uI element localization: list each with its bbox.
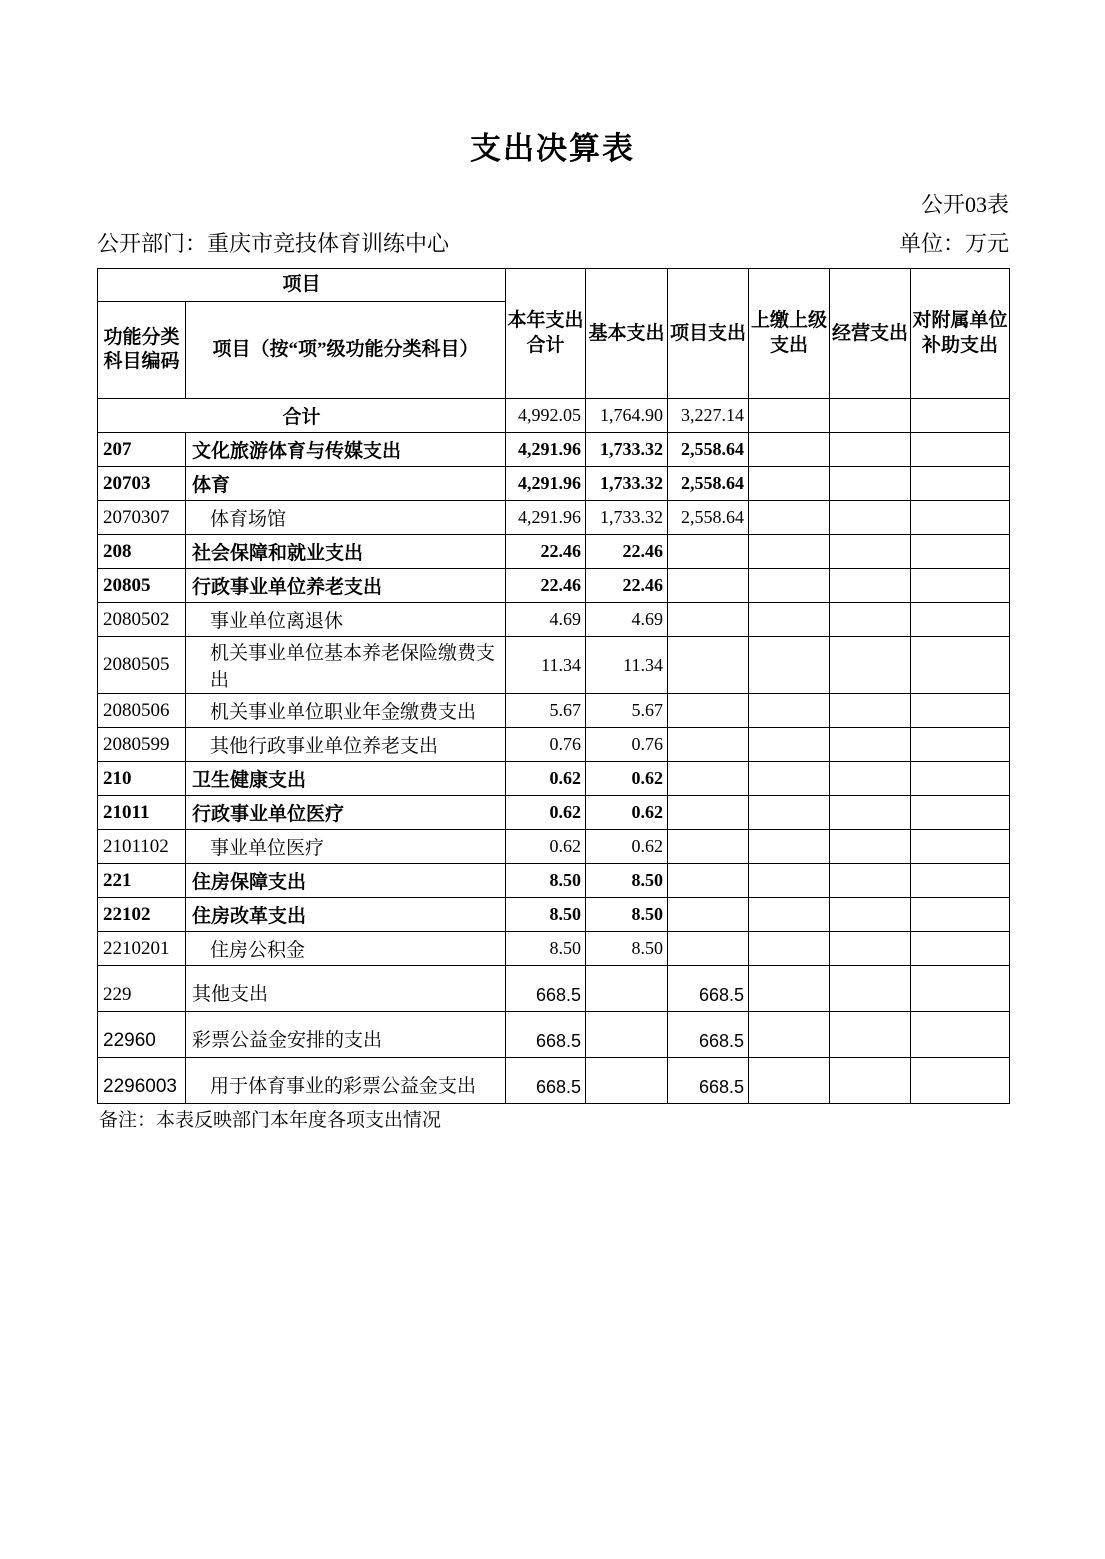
- item-name-cell: 其他支出: [186, 966, 506, 1012]
- value-cell-basic: 8.50: [586, 932, 668, 966]
- value-cell-operating: [830, 966, 911, 1012]
- value-cell-upper: [749, 966, 830, 1012]
- value-cell-total: 4,992.05: [506, 399, 586, 433]
- table-row: [98, 864, 1010, 898]
- value-cell-basic: 0.62: [586, 830, 668, 864]
- value-cell-total: 0.62: [506, 830, 586, 864]
- value-cell-upper: [749, 1012, 830, 1058]
- header-function-code: 功能分类科目编码: [98, 302, 186, 399]
- value-cell-upper: [749, 433, 830, 467]
- table-row: [98, 467, 1010, 501]
- value-cell-upper: [749, 762, 830, 796]
- value-cell-basic: 8.50: [586, 864, 668, 898]
- table-row: [98, 1012, 1010, 1058]
- function-code-cell: 229: [98, 966, 186, 1012]
- value-cell-subsidy: [911, 966, 1010, 1012]
- value-cell-total: 5.67: [506, 694, 586, 728]
- value-cell-total: 0.62: [506, 796, 586, 830]
- value-cell-upper: [749, 603, 830, 637]
- value-cell-project: [668, 796, 749, 830]
- value-cell-upper: [749, 864, 830, 898]
- form-code-label: 公开03表: [920, 192, 1009, 218]
- value-cell-total: 4,291.96: [506, 501, 586, 535]
- page-title: 支出决算表: [470, 131, 635, 166]
- value-cell-operating: [830, 762, 911, 796]
- value-cell-operating: [830, 796, 911, 830]
- value-cell-basic: 1,733.32: [586, 433, 668, 467]
- function-code-cell: 20703: [98, 467, 186, 501]
- value-cell-operating: [830, 637, 911, 694]
- value-cell-total: 0.76: [506, 728, 586, 762]
- function-code-cell: 2210201: [98, 932, 186, 966]
- document-page: [0, 130, 1105, 1134]
- value-cell-subsidy: [911, 603, 1010, 637]
- summary-label-cell: 合计: [98, 399, 506, 433]
- value-cell-operating: [830, 694, 911, 728]
- header-subsidy-to-affiliates: 对附属单位补助支出: [911, 269, 1010, 399]
- value-cell-operating: [830, 1058, 911, 1104]
- value-cell-upper: [749, 467, 830, 501]
- function-code-cell: 22102: [98, 898, 186, 932]
- value-cell-subsidy: [911, 694, 1010, 728]
- department-label: 公开部门：重庆市竞技体育训练中心: [97, 230, 450, 256]
- table-row: [98, 399, 1010, 433]
- value-cell-subsidy: [911, 1058, 1010, 1104]
- value-cell-project: [668, 864, 749, 898]
- table-row: [98, 728, 1010, 762]
- item-name-cell: 住房保障支出: [186, 864, 506, 898]
- table-row: [98, 535, 1010, 569]
- footnote: 备注：本表反映部门本年度各项支出情况: [99, 1110, 442, 1132]
- value-cell-operating: [830, 728, 911, 762]
- value-cell-operating: [830, 501, 911, 535]
- function-code-cell: 2070307: [98, 501, 186, 535]
- value-cell-upper: [749, 637, 830, 694]
- item-name-cell: 住房公积金: [186, 932, 506, 966]
- value-cell-basic: 8.50: [586, 898, 668, 932]
- unit-label: 单位：万元: [898, 230, 1009, 256]
- value-cell-basic: [586, 1058, 668, 1104]
- header-item-group: 项目: [98, 269, 506, 302]
- item-name-cell: 体育: [186, 467, 506, 501]
- table-row: [98, 569, 1010, 603]
- item-name-cell: 彩票公益金安排的支出: [186, 1012, 506, 1058]
- value-cell-upper: [749, 569, 830, 603]
- item-name-cell: 行政事业单位养老支出: [186, 569, 506, 603]
- value-cell-subsidy: [911, 864, 1010, 898]
- value-cell-operating: [830, 535, 911, 569]
- value-cell-project: [668, 569, 749, 603]
- value-cell-project: 3,227.14: [668, 399, 749, 433]
- value-cell-basic: [586, 1012, 668, 1058]
- value-cell-project: [668, 637, 749, 694]
- value-cell-total: 8.50: [506, 864, 586, 898]
- header-item-by-class: 项目（按“项”级功能分类科目）: [186, 302, 506, 399]
- value-cell-total: 0.62: [506, 762, 586, 796]
- value-cell-operating: [830, 1012, 911, 1058]
- item-name-cell: 体育场馆: [186, 501, 506, 535]
- value-cell-upper: [749, 898, 830, 932]
- value-cell-operating: [830, 399, 911, 433]
- value-cell-basic: 0.62: [586, 796, 668, 830]
- value-cell-upper: [749, 796, 830, 830]
- value-cell-basic: 5.67: [586, 694, 668, 728]
- value-cell-operating: [830, 830, 911, 864]
- function-code-cell: 2296003: [98, 1058, 186, 1104]
- value-cell-total: 22.46: [506, 535, 586, 569]
- value-cell-upper: [749, 1058, 830, 1104]
- value-cell-project: 668.5: [668, 966, 749, 1012]
- function-code-cell: 207: [98, 433, 186, 467]
- table-row: [98, 433, 1010, 467]
- value-cell-total: 22.46: [506, 569, 586, 603]
- value-cell-project: [668, 728, 749, 762]
- value-cell-subsidy: [911, 501, 1010, 535]
- value-cell-subsidy: [911, 796, 1010, 830]
- value-cell-total: 8.50: [506, 898, 586, 932]
- function-code-cell: 208: [98, 535, 186, 569]
- value-cell-basic: 0.76: [586, 728, 668, 762]
- value-cell-project: 2,558.64: [668, 433, 749, 467]
- value-cell-upper: [749, 501, 830, 535]
- function-code-cell: 2080506: [98, 694, 186, 728]
- value-cell-total: 4,291.96: [506, 433, 586, 467]
- value-cell-basic: [586, 966, 668, 1012]
- value-cell-project: [668, 694, 749, 728]
- value-cell-operating: [830, 467, 911, 501]
- value-cell-basic: 22.46: [586, 535, 668, 569]
- table-row: [98, 762, 1010, 796]
- value-cell-subsidy: [911, 762, 1010, 796]
- value-cell-upper: [749, 535, 830, 569]
- value-cell-total: 4.69: [506, 603, 586, 637]
- value-cell-basic: 1,733.32: [586, 467, 668, 501]
- value-cell-subsidy: [911, 1012, 1010, 1058]
- function-code-cell: 2101102: [98, 830, 186, 864]
- expenditure-table: [97, 268, 1010, 1104]
- function-code-cell: 2080505: [98, 637, 186, 694]
- value-cell-subsidy: [911, 637, 1010, 694]
- value-cell-total: 11.34: [506, 637, 586, 694]
- value-cell-total: 4,291.96: [506, 467, 586, 501]
- function-code-cell: 2080502: [98, 603, 186, 637]
- value-cell-project: [668, 762, 749, 796]
- function-code-cell: 21011: [98, 796, 186, 830]
- function-code-cell: 22960: [98, 1012, 186, 1058]
- value-cell-project: [668, 830, 749, 864]
- value-cell-total: 668.5: [506, 1012, 586, 1058]
- table-row: [98, 637, 1010, 694]
- value-cell-total: 668.5: [506, 1058, 586, 1104]
- value-cell-operating: [830, 603, 911, 637]
- value-cell-basic: 4.69: [586, 603, 668, 637]
- item-name-cell: 其他行政事业单位养老支出: [186, 728, 506, 762]
- header-upper-level-payment: 上缴上级支出: [749, 269, 830, 399]
- item-name-cell: 用于体育事业的彩票公益金支出: [186, 1058, 506, 1104]
- value-cell-project: 2,558.64: [668, 467, 749, 501]
- value-cell-basic: 1,733.32: [586, 501, 668, 535]
- value-cell-subsidy: [911, 399, 1010, 433]
- item-name-cell: 社会保障和就业支出: [186, 535, 506, 569]
- value-cell-subsidy: [911, 932, 1010, 966]
- header-total-expenditure: 本年支出合计: [506, 269, 586, 399]
- value-cell-project: 668.5: [668, 1058, 749, 1104]
- value-cell-upper: [749, 932, 830, 966]
- value-cell-project: [668, 932, 749, 966]
- table-header-row-1: [98, 269, 1010, 302]
- value-cell-upper: [749, 728, 830, 762]
- item-name-cell: 事业单位医疗: [186, 830, 506, 864]
- item-name-cell: 机关事业单位职业年金缴费支出: [186, 694, 506, 728]
- value-cell-upper: [749, 694, 830, 728]
- value-cell-subsidy: [911, 830, 1010, 864]
- value-cell-basic: 22.46: [586, 569, 668, 603]
- item-name-cell: 机关事业单位基本养老保险缴费支出: [186, 637, 506, 694]
- value-cell-project: 668.5: [668, 1012, 749, 1058]
- function-code-cell: 2080599: [98, 728, 186, 762]
- header-basic-expenditure: 基本支出: [586, 269, 668, 399]
- meta-row: [97, 230, 1009, 259]
- value-cell-operating: [830, 433, 911, 467]
- value-cell-subsidy: [911, 535, 1010, 569]
- item-name-cell: 事业单位离退休: [186, 603, 506, 637]
- table-row: [98, 966, 1010, 1012]
- value-cell-subsidy: [911, 728, 1010, 762]
- table-row: [98, 603, 1010, 637]
- item-name-cell: 住房改革支出: [186, 898, 506, 932]
- function-code-cell: 20805: [98, 569, 186, 603]
- value-cell-basic: 1,764.90: [586, 399, 668, 433]
- header-project-expenditure: 项目支出: [668, 269, 749, 399]
- value-cell-subsidy: [911, 569, 1010, 603]
- function-code-cell: 221: [98, 864, 186, 898]
- value-cell-upper: [749, 830, 830, 864]
- table-row: [98, 830, 1010, 864]
- value-cell-total: 8.50: [506, 932, 586, 966]
- value-cell-basic: 0.62: [586, 762, 668, 796]
- table-row: [98, 898, 1010, 932]
- item-name-cell: 文化旅游体育与传媒支出: [186, 433, 506, 467]
- value-cell-subsidy: [911, 898, 1010, 932]
- function-code-cell: 210: [98, 762, 186, 796]
- item-name-cell: 行政事业单位医疗: [186, 796, 506, 830]
- value-cell-project: [668, 603, 749, 637]
- value-cell-operating: [830, 864, 911, 898]
- value-cell-subsidy: [911, 433, 1010, 467]
- item-name-cell: 卫生健康支出: [186, 762, 506, 796]
- value-cell-project: [668, 898, 749, 932]
- value-cell-project: [668, 535, 749, 569]
- table-row: [98, 501, 1010, 535]
- value-cell-total: 668.5: [506, 966, 586, 1012]
- table-row: [98, 932, 1010, 966]
- table-row: [98, 1058, 1010, 1104]
- value-cell-operating: [830, 932, 911, 966]
- value-cell-operating: [830, 569, 911, 603]
- value-cell-subsidy: [911, 467, 1010, 501]
- value-cell-basic: 11.34: [586, 637, 668, 694]
- value-cell-operating: [830, 898, 911, 932]
- value-cell-upper: [749, 399, 830, 433]
- value-cell-project: 2,558.64: [668, 501, 749, 535]
- header-operating-expenditure: 经营支出: [830, 269, 911, 399]
- table-row: [98, 796, 1010, 830]
- table-row: [98, 694, 1010, 728]
